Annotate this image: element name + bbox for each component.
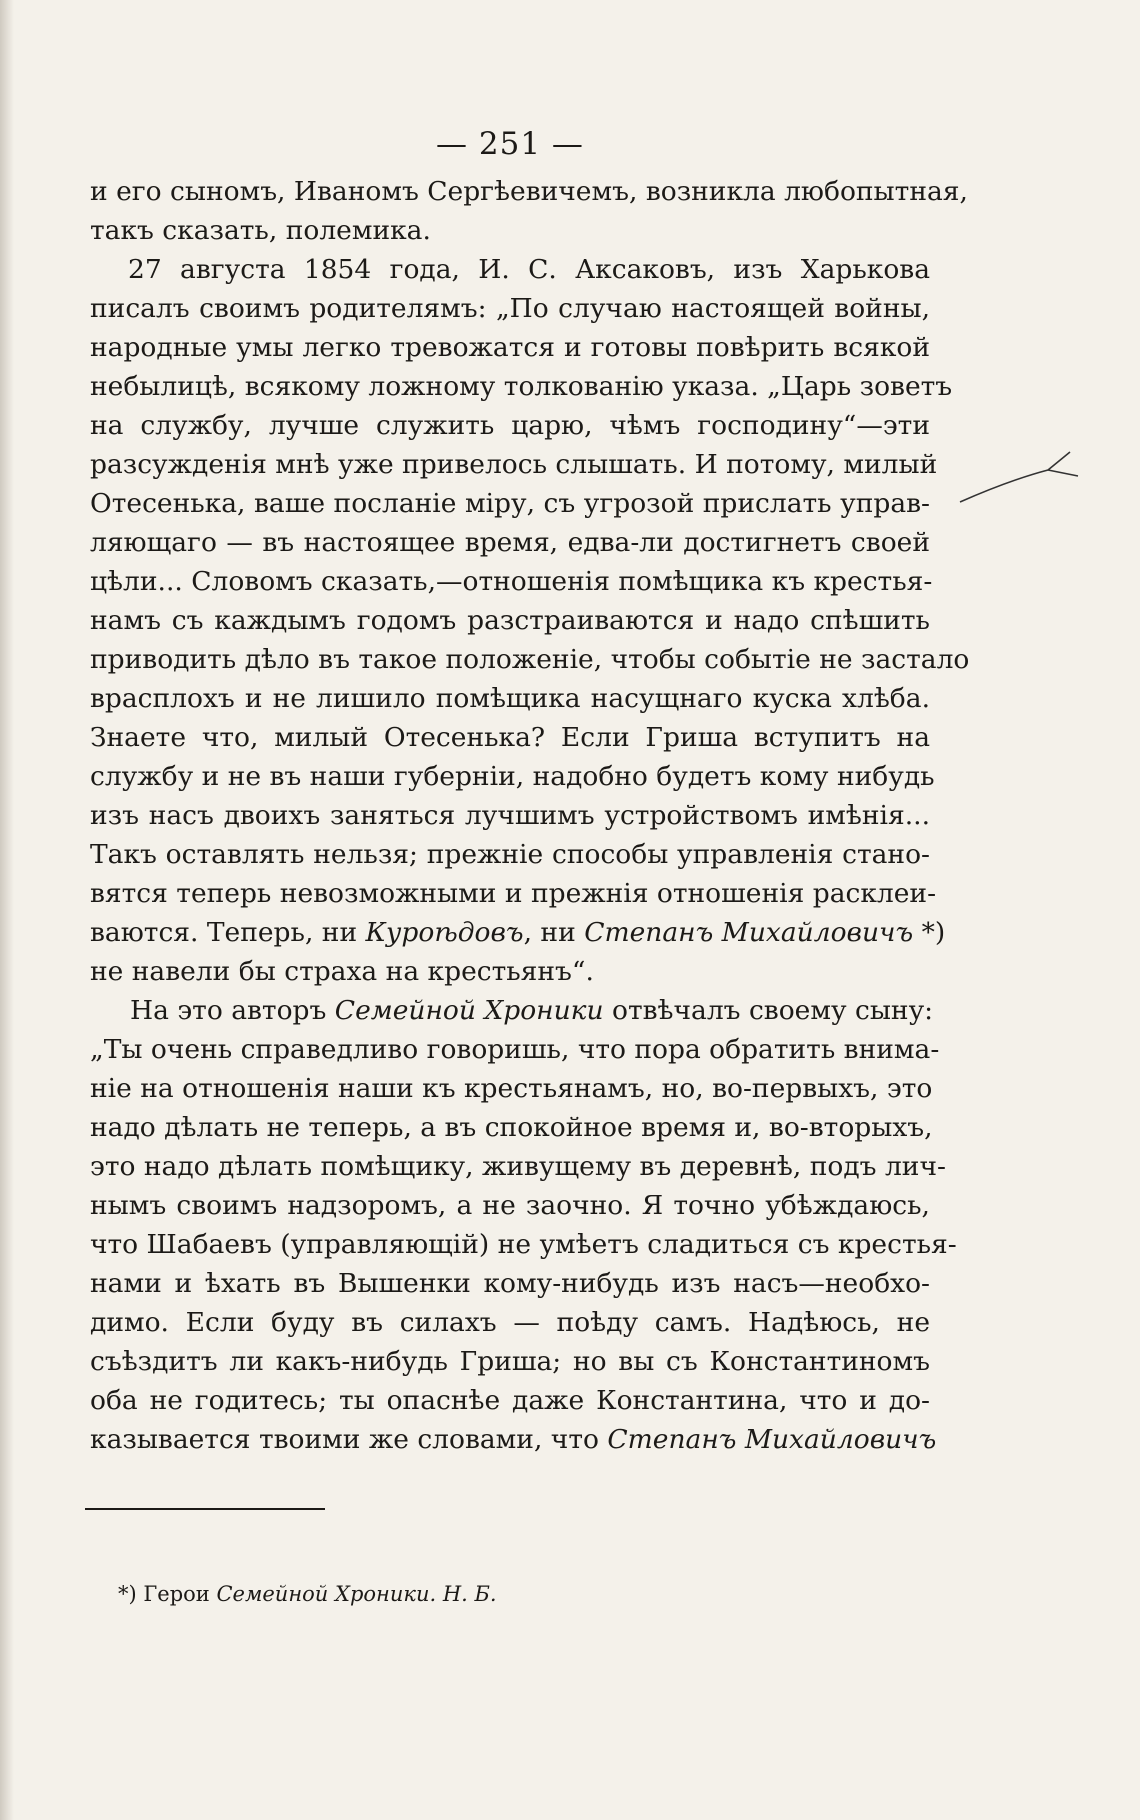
text-line bbox=[90, 991, 934, 1030]
page-edge-shadow bbox=[0, 0, 14, 1820]
text-line: цѣли... Словомъ сказать,—отношенiя помѣщика къ крестья- bbox=[90, 566, 933, 597]
text-line: это надо дѣлать помѣщику, живущему въ деревнѣ, подъ лич- bbox=[90, 1151, 946, 1182]
text-line: писалъ своимъ родителямъ: „По случаю настоящей войны, bbox=[90, 293, 930, 324]
text-line: что Шабаевъ (управляющiй) не умѣетъ сладиться съ крестья- bbox=[90, 1229, 957, 1260]
italic-name: Степанъ Михайловичъ bbox=[607, 1424, 937, 1455]
text-line: ляющаго — въ настоящее время, едва-ли достигнетъ своей bbox=[90, 527, 930, 558]
text-line: такъ сказать, полемика. bbox=[90, 215, 431, 246]
text-run: казывается твоими же словами, что bbox=[90, 1424, 608, 1455]
italic-name: Степанъ Михайловичъ bbox=[584, 917, 914, 948]
text-line: вятся теперь невозможными и прежнiя отношенiя расклеи- bbox=[90, 878, 937, 909]
text-run: ваются. Теперь, ни bbox=[90, 917, 366, 948]
text-line: оба не годитесь; ты опаснѣе даже Константина, что и до- bbox=[90, 1385, 930, 1416]
italic-title: Семейной Хроники bbox=[334, 995, 604, 1026]
text-line: службу и не въ наши губернiи, надобно будетъ кому нибудь bbox=[90, 761, 935, 792]
text-line: нами и ѣхать въ Вышенки кому-нибудь изъ насъ—необхо- bbox=[90, 1268, 930, 1299]
text-line: Такъ оставлять нельзя; прежнiе способы управленiя стано- bbox=[90, 839, 930, 870]
text-line: димо. Если буду въ силахъ — поѣду самъ. Надѣюсь, не bbox=[90, 1307, 930, 1338]
text-run: , ни bbox=[523, 917, 585, 948]
text-line: небылицѣ, всякому ложному толкованiю указа. „Царь зоветъ bbox=[90, 371, 953, 402]
footnote-rule bbox=[85, 1508, 325, 1510]
page-body bbox=[90, 172, 970, 1459]
text-line bbox=[90, 1420, 937, 1459]
text-line: и его сыномъ, Иваномъ Сергѣевичемъ, возникла любопытная, bbox=[90, 176, 968, 207]
text-line: нiе на отношенiя наши къ крестьянамъ, но, во-первыхъ, это bbox=[90, 1073, 933, 1104]
footnote-italic: Семейной Хроники. Н. Б. bbox=[216, 1582, 497, 1606]
text-line: намъ съ каждымъ годомъ разстраиваются и надо спѣшить bbox=[90, 605, 930, 636]
text-line: врасплохъ и не лишило помѣщика насущнаго куска хлѣба. bbox=[90, 683, 930, 714]
text-line: Знаете что, милый Отесенька? Если Гриша вступитъ на bbox=[90, 722, 930, 753]
text-line: надо дѣлать не теперь, а въ спокойное время и, во-вторыхъ, bbox=[90, 1112, 933, 1143]
text-line: Отесенька, ваше посланiе мiру, съ угрозой прислать управ- bbox=[90, 488, 930, 519]
page-number: — 251 — bbox=[436, 126, 584, 162]
text-run: На это авторъ bbox=[130, 995, 335, 1026]
text-run: отвѣчалъ своему сыну: bbox=[603, 995, 934, 1026]
text-line bbox=[90, 913, 946, 952]
text-line: на службу, лучше служить царю, чѣмъ господину“—эти bbox=[90, 410, 930, 441]
text-line: изъ насъ двоихъ заняться лучшимъ устройствомъ имѣнiя... bbox=[90, 800, 930, 831]
footnote bbox=[118, 1580, 497, 1608]
text-line: 27 августа 1854 года, И. С. Аксаковъ, изъ Харькова bbox=[128, 254, 930, 285]
text-line: съѣздитъ ли какъ-нибудь Гриша; но вы съ Константиномъ bbox=[90, 1346, 930, 1377]
footnote-text: *) Герои bbox=[118, 1582, 217, 1606]
pencil-mark bbox=[920, 440, 1080, 510]
footnote-marker: *) bbox=[913, 917, 946, 948]
text-line: не навели бы страха на крестьянъ“. bbox=[90, 956, 594, 987]
text-line: разсужденiя мнѣ уже привелось слышать. И потому, милый bbox=[90, 449, 938, 480]
text-line: приводить дѣло въ такое положенiе, чтобы событiе не застало bbox=[90, 644, 970, 675]
text-line: нымъ своимъ надзоромъ, а не заочно. Я точно убѣждаюсь, bbox=[90, 1190, 930, 1221]
italic-name: Куроѣдовъ bbox=[365, 917, 524, 948]
text-line: народные умы легко тревожатся и готовы повѣрить всякой bbox=[90, 332, 930, 363]
text-line: „Ты очень справедливо говоришь, что пора обратить внима- bbox=[90, 1034, 940, 1065]
